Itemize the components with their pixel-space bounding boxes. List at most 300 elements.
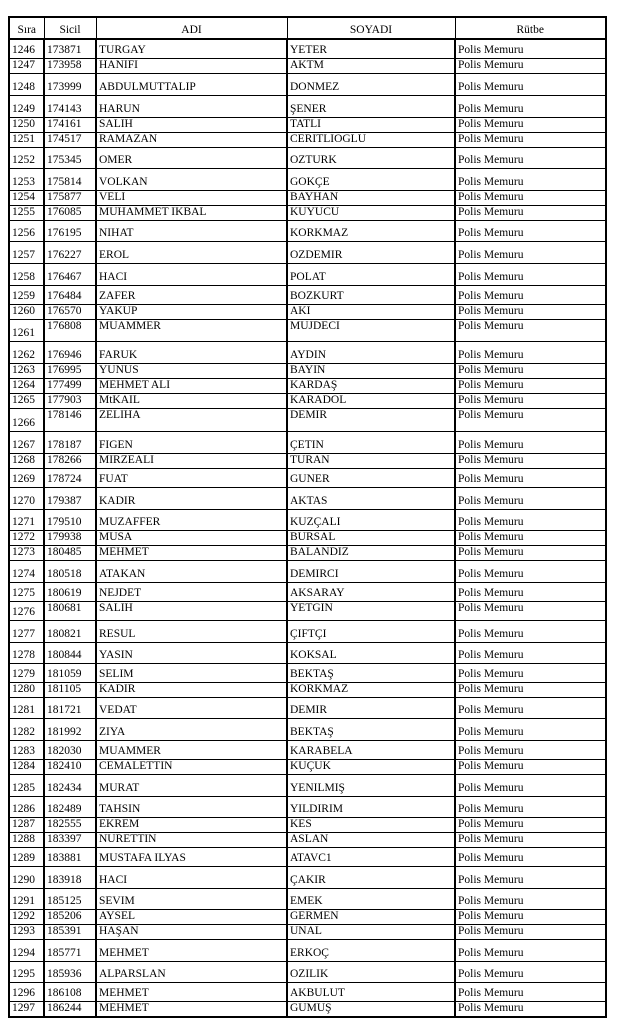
sicil-cell: 178266 <box>44 453 96 468</box>
soyadi-cell: ATAVC1 <box>287 847 455 866</box>
soyadi-cell: BALANDIZ <box>287 545 455 560</box>
sira-cell: 1288 <box>9 832 44 847</box>
table-row <box>9 509 606 530</box>
table-row <box>9 319 606 341</box>
sicil-cell: 177903 <box>44 393 96 408</box>
rutbe-cell: Polis Memuru <box>455 796 606 817</box>
sira-cell: 1267 <box>9 431 44 453</box>
adi-cell: SEVIM <box>96 888 287 909</box>
sira-cell: 1275 <box>9 582 44 601</box>
sira-cell: 1278 <box>9 642 44 663</box>
sicil-cell: 182555 <box>44 817 96 832</box>
soyadi-cell: AKTAS <box>287 487 455 509</box>
table-row <box>9 740 606 759</box>
soyadi-cell: BOZKURT <box>287 285 455 304</box>
adi-cell: MEHMET <box>96 545 287 560</box>
soyadi-cell: YETER <box>287 39 455 58</box>
adi-cell: VELI <box>96 190 287 205</box>
sira-cell: 1269 <box>9 468 44 487</box>
sicil-cell: 176085 <box>44 205 96 220</box>
adi-cell: YAKUP <box>96 304 287 319</box>
sira-cell: 1284 <box>9 759 44 774</box>
sicil-cell: 178724 <box>44 468 96 487</box>
rutbe-cell: Polis Memuru <box>455 545 606 560</box>
soyadi-cell: MUJDECI <box>287 319 455 341</box>
adi-cell: HAŞAN <box>96 924 287 939</box>
table-row <box>9 241 606 263</box>
sicil-cell: 185125 <box>44 888 96 909</box>
rutbe-cell: Polis Memuru <box>455 263 606 285</box>
sira-cell: 1256 <box>9 220 44 241</box>
rutbe-cell: Polis Memuru <box>455 601 606 620</box>
sicil-cell: 173958 <box>44 58 96 73</box>
sicil-cell: 173871 <box>44 39 96 58</box>
sira-cell: 1282 <box>9 718 44 740</box>
column-header-sira: Sıra <box>9 17 44 39</box>
table-header <box>9 17 606 39</box>
soyadi-cell: BEKTAŞ <box>287 718 455 740</box>
table-row <box>9 117 606 132</box>
soyadi-cell: KUYUCU <box>287 205 455 220</box>
sicil-cell: 174161 <box>44 117 96 132</box>
rutbe-cell: Polis Memuru <box>455 304 606 319</box>
rutbe-cell: Polis Memuru <box>455 663 606 682</box>
table-row <box>9 285 606 304</box>
sicil-cell: 178146 <box>44 408 96 431</box>
sicil-cell: 186244 <box>44 1001 96 1017</box>
table-row <box>9 453 606 468</box>
sira-cell: 1274 <box>9 560 44 582</box>
rutbe-cell: Polis Memuru <box>455 393 606 408</box>
adi-cell: KADIR <box>96 487 287 509</box>
soyadi-cell: POLAT <box>287 263 455 285</box>
sira-cell: 1296 <box>9 982 44 1001</box>
rutbe-cell: Polis Memuru <box>455 117 606 132</box>
sira-cell: 1258 <box>9 263 44 285</box>
adi-cell: MUZAFFER <box>96 509 287 530</box>
adi-cell: EROL <box>96 241 287 263</box>
sira-cell: 1283 <box>9 740 44 759</box>
rutbe-cell: Polis Memuru <box>455 39 606 58</box>
sicil-cell: 176808 <box>44 319 96 341</box>
table-row <box>9 759 606 774</box>
rutbe-cell: Polis Memuru <box>455 961 606 982</box>
adi-cell: EKREM <box>96 817 287 832</box>
adi-cell: MURAT <box>96 774 287 796</box>
sira-cell: 1290 <box>9 866 44 888</box>
adi-cell: VOLKAN <box>96 168 287 190</box>
soyadi-cell: YENILMIŞ <box>287 774 455 796</box>
table-row <box>9 796 606 817</box>
adi-cell: RAMAZAN <box>96 132 287 147</box>
sicil-cell: 179510 <box>44 509 96 530</box>
table-row <box>9 487 606 509</box>
sicil-cell: 180681 <box>44 601 96 620</box>
sicil-cell: 180619 <box>44 582 96 601</box>
sira-cell: 1266 <box>9 408 44 431</box>
sira-cell: 1272 <box>9 530 44 545</box>
sicil-cell: 176484 <box>44 285 96 304</box>
sira-cell: 1286 <box>9 796 44 817</box>
table-row <box>9 697 606 718</box>
sira-cell: 1248 <box>9 73 44 95</box>
soyadi-cell: AKBULUT <box>287 982 455 1001</box>
adi-cell: MUSA <box>96 530 287 545</box>
rutbe-cell: Polis Memuru <box>455 740 606 759</box>
table-row <box>9 168 606 190</box>
soyadi-cell: KORKMAZ <box>287 682 455 697</box>
rutbe-cell: Polis Memuru <box>455 319 606 341</box>
soyadi-cell: AKSARAY <box>287 582 455 601</box>
rutbe-cell: Polis Memuru <box>455 817 606 832</box>
soyadi-cell: DEMIR <box>287 408 455 431</box>
table-row <box>9 909 606 924</box>
rutbe-cell: Polis Memuru <box>455 866 606 888</box>
sicil-cell: 176195 <box>44 220 96 241</box>
adi-cell: NIHAT <box>96 220 287 241</box>
adi-cell: MUSTAFA ILYAS <box>96 847 287 866</box>
table-row <box>9 341 606 363</box>
sira-cell: 1295 <box>9 961 44 982</box>
sicil-cell: 179938 <box>44 530 96 545</box>
table-row <box>9 545 606 560</box>
adi-cell: MUAMMER <box>96 740 287 759</box>
rutbe-cell: Polis Memuru <box>455 888 606 909</box>
table-row <box>9 682 606 697</box>
adi-cell: MtKAIL <box>96 393 287 408</box>
rutbe-cell: Polis Memuru <box>455 682 606 697</box>
table-row <box>9 431 606 453</box>
table-row <box>9 73 606 95</box>
sicil-cell: 183918 <box>44 866 96 888</box>
adi-cell: ATAKAN <box>96 560 287 582</box>
soyadi-cell: AKI <box>287 304 455 319</box>
sira-cell: 1292 <box>9 909 44 924</box>
rutbe-cell: Polis Memuru <box>455 205 606 220</box>
adi-cell: RESUL <box>96 620 287 642</box>
sira-cell: 1280 <box>9 682 44 697</box>
adi-cell: OMER <box>96 147 287 168</box>
sicil-cell: 180518 <box>44 560 96 582</box>
sicil-cell: 182410 <box>44 759 96 774</box>
rutbe-cell: Polis Memuru <box>455 697 606 718</box>
sira-cell: 1279 <box>9 663 44 682</box>
table-row <box>9 982 606 1001</box>
sira-cell: 1273 <box>9 545 44 560</box>
table-row <box>9 560 606 582</box>
adi-cell: YASIN <box>96 642 287 663</box>
rutbe-cell: Polis Memuru <box>455 832 606 847</box>
table-row <box>9 147 606 168</box>
soyadi-cell: DEMIRCI <box>287 560 455 582</box>
soyadi-cell: BEKTAŞ <box>287 663 455 682</box>
soyadi-cell: ERKOÇ <box>287 939 455 961</box>
sira-cell: 1297 <box>9 1001 44 1017</box>
sira-cell: 1252 <box>9 147 44 168</box>
table-row <box>9 408 606 431</box>
sicil-cell: 176467 <box>44 263 96 285</box>
sicil-cell: 182434 <box>44 774 96 796</box>
sira-cell: 1263 <box>9 363 44 378</box>
rutbe-cell: Polis Memuru <box>455 408 606 431</box>
sira-cell: 1249 <box>9 95 44 117</box>
sira-cell: 1277 <box>9 620 44 642</box>
sicil-cell: 180821 <box>44 620 96 642</box>
sira-cell: 1247 <box>9 58 44 73</box>
table-row <box>9 847 606 866</box>
sira-cell: 1270 <box>9 487 44 509</box>
rutbe-cell: Polis Memuru <box>455 378 606 393</box>
adi-cell: ZAFER <box>96 285 287 304</box>
sicil-cell: 185771 <box>44 939 96 961</box>
sicil-cell: 173999 <box>44 73 96 95</box>
sicil-cell: 177499 <box>44 378 96 393</box>
sira-cell: 1251 <box>9 132 44 147</box>
sira-cell: 1281 <box>9 697 44 718</box>
soyadi-cell: KARADOL <box>287 393 455 408</box>
soyadi-cell: AYDIN <box>287 341 455 363</box>
sicil-cell: 174143 <box>44 95 96 117</box>
adi-cell: AYSEL <box>96 909 287 924</box>
table-row <box>9 132 606 147</box>
sira-cell: 1291 <box>9 888 44 909</box>
sicil-cell: 186108 <box>44 982 96 1001</box>
adi-cell: MEHMET <box>96 939 287 961</box>
soyadi-cell: KUZÇALI <box>287 509 455 530</box>
adi-cell: CEMALETTIN <box>96 759 287 774</box>
soyadi-cell: ÇETIN <box>287 431 455 453</box>
soyadi-cell: CERITLIOGLU <box>287 132 455 147</box>
adi-cell: MEHMET <box>96 1001 287 1017</box>
sira-cell: 1265 <box>9 393 44 408</box>
adi-cell: NEJDET <box>96 582 287 601</box>
column-header-adi: ADI <box>96 17 287 39</box>
rutbe-cell: Polis Memuru <box>455 190 606 205</box>
sira-cell: 1268 <box>9 453 44 468</box>
table-row <box>9 95 606 117</box>
sicil-cell: 176570 <box>44 304 96 319</box>
sicil-cell: 174517 <box>44 132 96 147</box>
adi-cell: MUAMMER <box>96 319 287 341</box>
sicil-cell: 175345 <box>44 147 96 168</box>
soyadi-cell: YETGIN <box>287 601 455 620</box>
adi-cell: FUAT <box>96 468 287 487</box>
soyadi-cell: BURSAL <box>287 530 455 545</box>
sicil-cell: 181105 <box>44 682 96 697</box>
adi-cell: SALIH <box>96 601 287 620</box>
sicil-cell: 179387 <box>44 487 96 509</box>
sira-cell: 1246 <box>9 39 44 58</box>
sicil-cell: 185206 <box>44 909 96 924</box>
soyadi-cell: KOKSAL <box>287 642 455 663</box>
sicil-cell: 180844 <box>44 642 96 663</box>
sicil-cell: 176946 <box>44 341 96 363</box>
sira-cell: 1289 <box>9 847 44 866</box>
rutbe-cell: Polis Memuru <box>455 939 606 961</box>
soyadi-cell: DEMIR <box>287 697 455 718</box>
sira-cell: 1271 <box>9 509 44 530</box>
adi-cell: MEHMET <box>96 982 287 1001</box>
rutbe-cell: Polis Memuru <box>455 642 606 663</box>
table-row <box>9 817 606 832</box>
rutbe-cell: Polis Memuru <box>455 847 606 866</box>
adi-cell: FIGEN <box>96 431 287 453</box>
table-row <box>9 58 606 73</box>
soyadi-cell: OZILIK <box>287 961 455 982</box>
table-row <box>9 220 606 241</box>
sira-cell: 1294 <box>9 939 44 961</box>
rutbe-cell: Polis Memuru <box>455 132 606 147</box>
soyadi-cell: GUNER <box>287 468 455 487</box>
soyadi-cell: BAYHAN <box>287 190 455 205</box>
soyadi-cell: ÇAKIR <box>287 866 455 888</box>
adi-cell: ALPARSLAN <box>96 961 287 982</box>
sicil-cell: 185391 <box>44 924 96 939</box>
soyadi-cell: GOKÇE <box>287 168 455 190</box>
adi-cell: VEDAT <box>96 697 287 718</box>
soyadi-cell: ÇIFTÇI <box>287 620 455 642</box>
adi-cell: HARUN <box>96 95 287 117</box>
rutbe-cell: Polis Memuru <box>455 620 606 642</box>
adi-cell: NURETTIN <box>96 832 287 847</box>
sira-cell: 1276 <box>9 601 44 620</box>
sicil-cell: 180485 <box>44 545 96 560</box>
adi-cell: ABDULMUTTALIP <box>96 73 287 95</box>
rutbe-cell: Polis Memuru <box>455 341 606 363</box>
table-row <box>9 718 606 740</box>
soyadi-cell: YILDIRIM <box>287 796 455 817</box>
table-row <box>9 205 606 220</box>
rutbe-cell: Polis Memuru <box>455 1001 606 1017</box>
soyadi-cell: EMEK <box>287 888 455 909</box>
column-header-soyadi: SOYADI <box>287 17 455 39</box>
table-row <box>9 468 606 487</box>
soyadi-cell: DONMEZ <box>287 73 455 95</box>
sira-cell: 1293 <box>9 924 44 939</box>
column-header-rutbe: Rütbe <box>455 17 606 39</box>
rutbe-cell: Polis Memuru <box>455 241 606 263</box>
adi-cell: SALIH <box>96 117 287 132</box>
rutbe-cell: Polis Memuru <box>455 509 606 530</box>
table-row <box>9 263 606 285</box>
table-row <box>9 378 606 393</box>
rutbe-cell: Polis Memuru <box>455 909 606 924</box>
sira-cell: 1259 <box>9 285 44 304</box>
sira-cell: 1287 <box>9 817 44 832</box>
table-row <box>9 39 606 58</box>
table-row <box>9 642 606 663</box>
soyadi-cell: GERMEN <box>287 909 455 924</box>
soyadi-cell: GUMUŞ <box>287 1001 455 1017</box>
rutbe-cell: Polis Memuru <box>455 582 606 601</box>
table-row <box>9 924 606 939</box>
adi-cell: ZIYA <box>96 718 287 740</box>
table-row <box>9 601 606 620</box>
adi-cell: HACI <box>96 866 287 888</box>
adi-cell: ZELIHA <box>96 408 287 431</box>
rutbe-cell: Polis Memuru <box>455 530 606 545</box>
sicil-cell: 185936 <box>44 961 96 982</box>
sicil-cell: 175814 <box>44 168 96 190</box>
rutbe-cell: Polis Memuru <box>455 95 606 117</box>
sicil-cell: 176995 <box>44 363 96 378</box>
soyadi-cell: KARDAŞ <box>287 378 455 393</box>
soyadi-cell: AKTM <box>287 58 455 73</box>
adi-cell: HANIFI <box>96 58 287 73</box>
rutbe-cell: Polis Memuru <box>455 774 606 796</box>
rutbe-cell: Polis Memuru <box>455 718 606 740</box>
adi-cell: MUHAMMET IKBAL <box>96 205 287 220</box>
sicil-cell: 175877 <box>44 190 96 205</box>
adi-cell: TAHSIN <box>96 796 287 817</box>
table-row <box>9 393 606 408</box>
rutbe-cell: Polis Memuru <box>455 924 606 939</box>
soyadi-cell: KORKMAZ <box>287 220 455 241</box>
soyadi-cell: TATLI <box>287 117 455 132</box>
table-row <box>9 190 606 205</box>
soyadi-cell: ŞENER <box>287 95 455 117</box>
table-row <box>9 832 606 847</box>
table-row <box>9 663 606 682</box>
rutbe-cell: Polis Memuru <box>455 431 606 453</box>
sira-cell: 1262 <box>9 341 44 363</box>
sira-cell: 1254 <box>9 190 44 205</box>
sira-cell: 1253 <box>9 168 44 190</box>
rutbe-cell: Polis Memuru <box>455 58 606 73</box>
rutbe-cell: Polis Memuru <box>455 468 606 487</box>
sicil-cell: 183881 <box>44 847 96 866</box>
sicil-cell: 181721 <box>44 697 96 718</box>
rutbe-cell: Polis Memuru <box>455 363 606 378</box>
rutbe-cell: Polis Memuru <box>455 453 606 468</box>
table-row <box>9 582 606 601</box>
adi-cell: KADIR <box>96 682 287 697</box>
rutbe-cell: Polis Memuru <box>455 487 606 509</box>
rutbe-cell: Polis Memuru <box>455 220 606 241</box>
rutbe-cell: Polis Memuru <box>455 147 606 168</box>
soyadi-cell: UNAL <box>287 924 455 939</box>
sira-cell: 1250 <box>9 117 44 132</box>
table-row <box>9 888 606 909</box>
personnel-table <box>8 16 607 1018</box>
table-row <box>9 774 606 796</box>
table-body <box>9 39 606 1017</box>
soyadi-cell: OZTURK <box>287 147 455 168</box>
table-row <box>9 866 606 888</box>
sira-cell: 1261 <box>9 319 44 341</box>
soyadi-cell: KES <box>287 817 455 832</box>
sira-cell: 1257 <box>9 241 44 263</box>
table-row <box>9 304 606 319</box>
soyadi-cell: KUÇUK <box>287 759 455 774</box>
sira-cell: 1260 <box>9 304 44 319</box>
table-row <box>9 363 606 378</box>
adi-cell: HACI <box>96 263 287 285</box>
table-row <box>9 1001 606 1017</box>
sicil-cell: 181992 <box>44 718 96 740</box>
table-row <box>9 961 606 982</box>
column-header-sicil: Sicil <box>44 17 96 39</box>
sicil-cell: 176227 <box>44 241 96 263</box>
table-row <box>9 620 606 642</box>
rutbe-cell: Polis Memuru <box>455 285 606 304</box>
adi-cell: MEHMET ALI <box>96 378 287 393</box>
sicil-cell: 181059 <box>44 663 96 682</box>
sicil-cell: 178187 <box>44 431 96 453</box>
rutbe-cell: Polis Memuru <box>455 759 606 774</box>
soyadi-cell: ASLAN <box>287 832 455 847</box>
sicil-cell: 182489 <box>44 796 96 817</box>
